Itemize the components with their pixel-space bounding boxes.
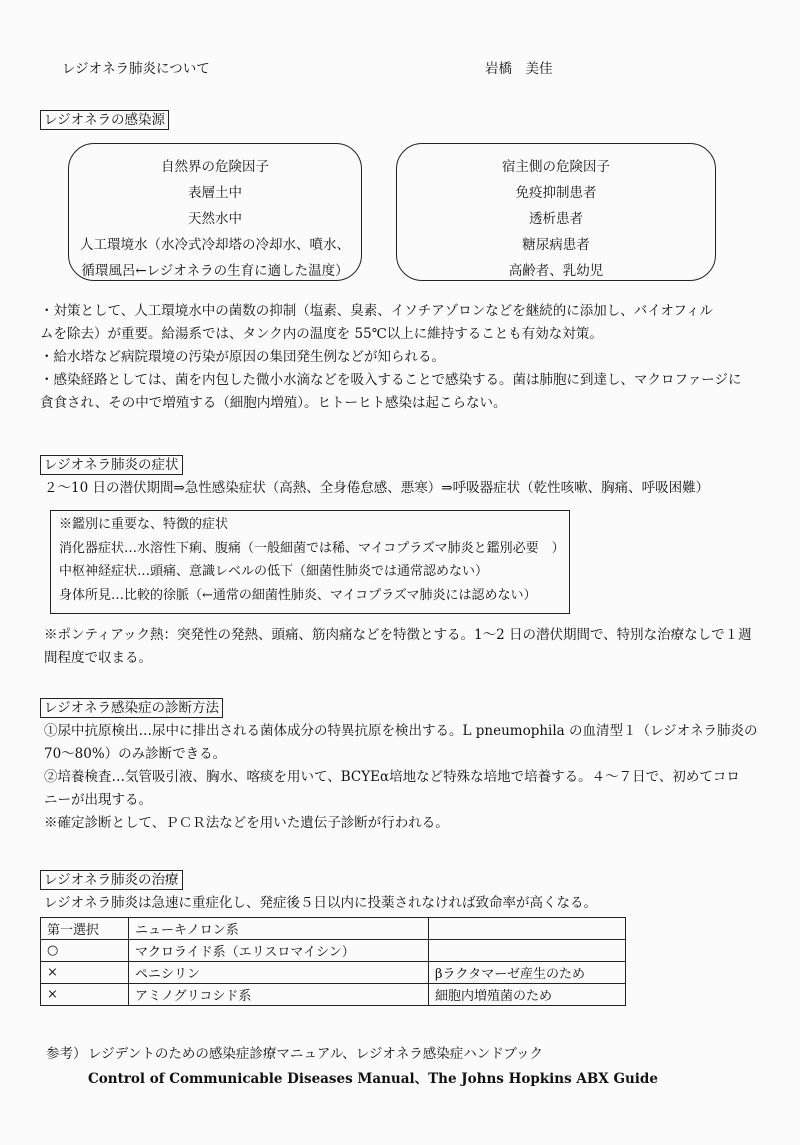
differential-line: 中枢神経症状…頭痛、意識レベルの低下（細菌性肺炎では通常認めない） [59, 564, 489, 579]
references-japanese: レジデントのための感染症診療マニュアル、レジオネラ感染症ハンドブック [88, 1046, 543, 1062]
diagnosis-line: ※確定診断として、ＰＣＲ法などを用いた遺伝子診断が行われる。 [44, 815, 449, 831]
treatment-intro [44, 892, 597, 915]
note-line: 貪食され、その中で増殖する（細胞内増殖）。ヒトーヒト感染は起こらない。 [40, 395, 507, 411]
diagnosis-line: ②培養検査…気管吸引液、胸水、喀痰を用いて、BCYEα培地など特殊な培地で培養する。４～７日で、初めてコロ [44, 769, 740, 785]
section-heading-treatment: レジオネラ肺炎の治療 [40, 870, 183, 890]
diagnosis-line: 70～80%）のみ診断できる。 [44, 746, 227, 762]
natural-risk-title: 自然界の危険因子 [161, 159, 269, 175]
table-cell: アミノグリコシド系 [129, 984, 429, 1006]
table-cell: 第一選択 [41, 918, 129, 940]
differential-line: 消化器症状…水溶性下痢、腹痛（一般細菌では稀、マイコプラズマ肺炎と鑑別必要 ） [59, 540, 565, 556]
document-title: レジオネラ肺炎について [62, 61, 210, 77]
references-english: Control of Communicable Diseases Manual、The Johns Hopkins ABX Guide [88, 1071, 658, 1087]
section-heading-symptoms: レジオネラ肺炎の症状 [40, 455, 183, 475]
table-cell: 細胞内増殖菌のため [429, 984, 626, 1006]
symptom-course-text: ２～10 日の潜伏期間⇒急性感染症状（高熱、全身倦怠感、悪寒）⇒呼吸器症状（乾性咳嗽、胸痛、呼吸困難） [44, 480, 710, 496]
pontiac-line: 間程度で収まる。 [44, 650, 152, 666]
host-risk-item: 免疫抑制患者 [515, 185, 597, 201]
note-line: ・給水塔など病院環境の汚染が原因の集団発生例などが知られる。 [40, 349, 445, 365]
natural-risk-item: 表層土中 [188, 185, 242, 201]
table-cell [429, 940, 626, 962]
note-line: ・対策として、人工環境水中の菌数の抑制（塩素、臭素、イソチアゾロンなどを継続的に添加し、バイオフィル [40, 303, 713, 319]
differential-line: 身体所見…比較的徐脈（←通常の細菌性肺炎、マイコプラズマ肺炎には認めない） [59, 587, 537, 603]
table-cell: ペニシリン [129, 962, 429, 984]
treatment-intro-text: レジオネラ肺炎は急速に重症化し、発症後５日以内に投薬されなければ致命率が高くなる。 [44, 895, 598, 911]
table-row [41, 940, 626, 962]
differential-symptom-box [50, 510, 570, 614]
table-cell: × [41, 984, 129, 1006]
table-row [41, 918, 626, 940]
section-heading-diagnosis: レジオネラ感染症の診断方法 [40, 698, 223, 718]
pontiac-line: ※ポンティアック熱：突発性の発熱、頭痛、筋肉痛などを特徴とする。1～2 日の潜伏期間で、特別な治療なしで１週 [44, 627, 752, 643]
diagnosis-text [44, 720, 758, 835]
note-line: ムを除去）が重要。給湯系では、タンク内の温度を 55℃以上に維持することも有効な対策。 [40, 326, 603, 342]
host-risk-item: 高齢者、乳幼児 [508, 263, 604, 279]
table-cell: βラクタマーゼ産生のため [429, 962, 626, 984]
note-line: ・感染経路としては、菌を内包した微小水滴などを吸入することで感染する。菌は肺胞に到達し、マクロファージに [40, 372, 742, 388]
table-cell: × [41, 962, 129, 984]
diagnosis-line: ニーが出現する。 [44, 792, 152, 808]
treatment-table [40, 917, 626, 1006]
table-cell: マクロライド系（エリスロマイシン） [129, 940, 429, 962]
host-risk-item: 透析患者 [529, 211, 583, 227]
differential-box-title: ※鑑別に重要な、特徴的症状 [59, 517, 229, 532]
sources-notes [40, 300, 741, 415]
table-row [41, 984, 626, 1006]
natural-risk-item: 天然水中 [188, 211, 242, 227]
author-name: 岩橋 美佳 [485, 61, 553, 77]
table-cell [429, 918, 626, 940]
natural-risk-box [68, 143, 362, 281]
table-cell: ○ [41, 940, 129, 962]
table-cell: ニューキノロン系 [129, 918, 429, 940]
natural-risk-item: 人工環境水（水冷式冷却塔の冷却水、噴水、 [80, 237, 350, 253]
pontiac-fever-note [44, 624, 752, 670]
table-row [41, 962, 626, 984]
section-heading-sources: レジオネラの感染源 [40, 110, 169, 130]
natural-risk-item: 循環風呂←レジオネラの生育に適した温度） [81, 263, 349, 279]
host-risk-item: 糖尿病患者 [522, 237, 590, 253]
references-label: 参考） [46, 1046, 87, 1062]
host-risk-box [396, 143, 716, 281]
symptom-course [44, 477, 709, 500]
diagnosis-line: ①尿中抗原検出…尿中に排出される菌体成分の特異抗原を検出する。L pneumophila の血清型１（レジオネラ肺炎の [44, 723, 758, 739]
host-risk-title: 宿主側の危険因子 [502, 159, 610, 175]
